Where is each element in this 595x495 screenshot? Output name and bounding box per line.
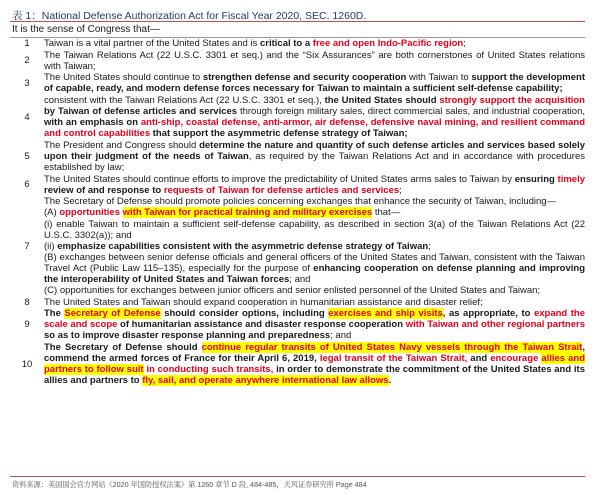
text-segment: free and open Indo-Pacific region (312, 38, 464, 49)
text-segment: The President and Congress should (44, 139, 200, 151)
text-segment: strengthen defense and security cooperation (202, 72, 407, 84)
text-segment: legal transit of the Taiwan Strait, (319, 353, 468, 365)
text-segment: in order to demonstrate the commitment of the United States and its allies and partners to (44, 364, 585, 387)
text-segment: (A) (44, 207, 60, 219)
bottom-rule (10, 476, 585, 477)
text-segment: Taiwan is a vital partner of the United States and is (44, 38, 260, 49)
text-segment: The United States should continue efforts to improve the predictability of United States arms sales to Taiwan by (44, 173, 515, 185)
table-row (10, 38, 585, 50)
text-segment: in conducting such transits, (146, 364, 274, 376)
row-text (44, 297, 585, 309)
text-segment: , commend the armed forces of France for their April 6, 2019, (44, 342, 585, 365)
caption-title: National Defense Authorization Act for Fiscal Year 2020, SEC. 1260D. (41, 10, 367, 22)
text-segment: The Secretary of Defense should promote policies concerning exchanges that enhance the security of Taiwan, including— (44, 196, 557, 208)
text-segment: through foreign military sales, direct commercial sales, and industrial cooperation, (237, 106, 585, 118)
text-segment: timely (557, 173, 585, 185)
text-segment: , as required by the Taiwan Relations Act and in accordance with procedures established by law; (44, 150, 585, 174)
table-row (10, 342, 585, 387)
row-text (44, 50, 585, 73)
table-row (10, 196, 585, 296)
row-text (44, 95, 585, 140)
text-segment: so as to improve disaster response planning and preparedness (44, 330, 331, 342)
text-segment: the United States should (324, 94, 440, 106)
text-segment: by Taiwan of defense articles and services (44, 106, 238, 118)
text-segment: exercises and ship visits (328, 308, 443, 320)
text-segment: continue regular transits of United States Navy vessels through the Taiwan Strait (201, 342, 583, 354)
text-segment: with Taiwan for practical training and military exercises (122, 207, 373, 219)
row-number: 9 (24, 319, 30, 331)
table-row (10, 297, 585, 309)
text-segment: requests of Taiwan for defense articles and services (163, 184, 400, 196)
text-segment: allies and partners to follow suit (44, 353, 585, 376)
row-text (44, 140, 585, 174)
text-segment: ; and (289, 273, 311, 285)
text-segment: (B) exchanges between senior defense officials and general officers of the United States and Taiwan, consistent with the Taiwan Travel Act (Public Law 115–135), especially for the purpose of (44, 251, 585, 274)
text-segment: of humanitarian assistance and disaster response cooperation (117, 319, 406, 331)
text-segment: enhancing cooperation on defense planning and improving the interoperability of United States and Taiwan forces (44, 262, 585, 285)
text-segment: and (467, 353, 491, 365)
row-number: 2 (24, 55, 30, 67)
text-segment: support the development of capable, ready, and modern defense forces necessary for Taiwan to maintain a sufficient self-defense capability; (44, 72, 586, 95)
text-segment: ; (463, 38, 466, 49)
row-text (44, 342, 585, 387)
table-row (10, 174, 585, 197)
source-note: 资料来源：美国国会官方网站《2020 年国防授权法案》第 1260 章节 D 段, 484-485，天风证券研究所 Page 484 (12, 480, 367, 489)
top-rule (10, 21, 585, 22)
row-number: 4 (24, 111, 30, 123)
text-segment: should consider options, including (160, 308, 329, 320)
text-segment: review of and response to (44, 184, 164, 196)
row-number: 7 (24, 240, 30, 252)
provisions-body (10, 38, 585, 387)
caption-label: 表 1： (12, 10, 42, 22)
text-segment: with Taiwan and other regional partners (405, 319, 585, 331)
table-row (10, 308, 585, 342)
text-segment: that support the asymmetric defense strategy of Taiwan; (150, 128, 408, 140)
table-row (10, 95, 585, 140)
text-segment: determine the nature and quantity of such defense articles and services based solely upon their judgment of the needs of Taiwan (44, 139, 585, 162)
intro-text: It is the sense of Congress that— (12, 24, 160, 35)
text-segment: encourage (490, 353, 539, 365)
text-segment: ; (428, 240, 431, 252)
text-segment: critical to a (259, 38, 313, 49)
row-number: 6 (24, 179, 30, 191)
text-segment: ; and (330, 330, 352, 342)
provisions-table (10, 38, 585, 387)
row-text (44, 38, 585, 50)
row-text (44, 174, 585, 197)
text-segment: that— (372, 207, 401, 219)
text-segment: (C) opportunities for exchanges between junior officers and senior enlisted personnel of the United States and Taiwan; (44, 285, 541, 297)
text-segment: The Secretary of Defense should (44, 342, 202, 354)
text-segment: ensuring (514, 173, 558, 185)
row-text (44, 196, 585, 296)
text-segment: emphasize capabilities consistent with the asymmetric defense strategy of Taiwan (57, 240, 429, 252)
text-segment: with an emphasis on (44, 117, 141, 129)
table-row (10, 50, 585, 73)
text-segment: consistent with the Taiwan Relations Act (22 U.S.C. 3301 et seq.), (44, 94, 325, 106)
text-segment: anti-ship, coastal defense, anti-armor, air defense, defensive naval mining, and resilient command and control capabilities (44, 117, 585, 140)
text-segment: (i) enable Taiwan to maintain a sufficient self-defense capability, as described in section 3(a) of the Taiwan Relations Act (22 U.S.C. 3302(a)); and (44, 218, 585, 241)
text-segment: expand the scale and scope (44, 308, 585, 331)
text-segment: (ii) (44, 240, 58, 252)
text-segment: The (44, 308, 65, 320)
table-row (10, 140, 585, 174)
text-segment: The United States should continue to (44, 72, 203, 84)
text-segment: strongly support the acquisition (439, 94, 585, 106)
text-segment: Secretary of Defense (64, 308, 161, 320)
row-number: 3 (24, 77, 30, 89)
text-segment: The Taiwan Relations Act (22 U.S.C. 3301 et seq.) and the “Six Assurances” are both cornerstones of United States relations with Taiwan; (44, 49, 585, 72)
text-segment: with Taiwan to (406, 72, 472, 84)
text-segment: . (388, 375, 392, 387)
text-segment: opportunities (59, 207, 121, 219)
row-number: 1 (24, 38, 30, 49)
table-row (10, 72, 585, 95)
text-segment: , as appropriate, to (442, 308, 534, 320)
row-text (44, 308, 585, 342)
row-number: 10 (21, 358, 33, 370)
text-segment: fly, sail, and operate anywhere international law allows (142, 375, 389, 387)
row-text (44, 72, 585, 95)
text-segment: The United States and Taiwan should expand cooperation in humanitarian assistance and disaster relief; (44, 296, 483, 308)
text-segment: ; (399, 184, 402, 196)
row-number: 8 (24, 296, 30, 308)
row-number: 5 (24, 150, 30, 162)
